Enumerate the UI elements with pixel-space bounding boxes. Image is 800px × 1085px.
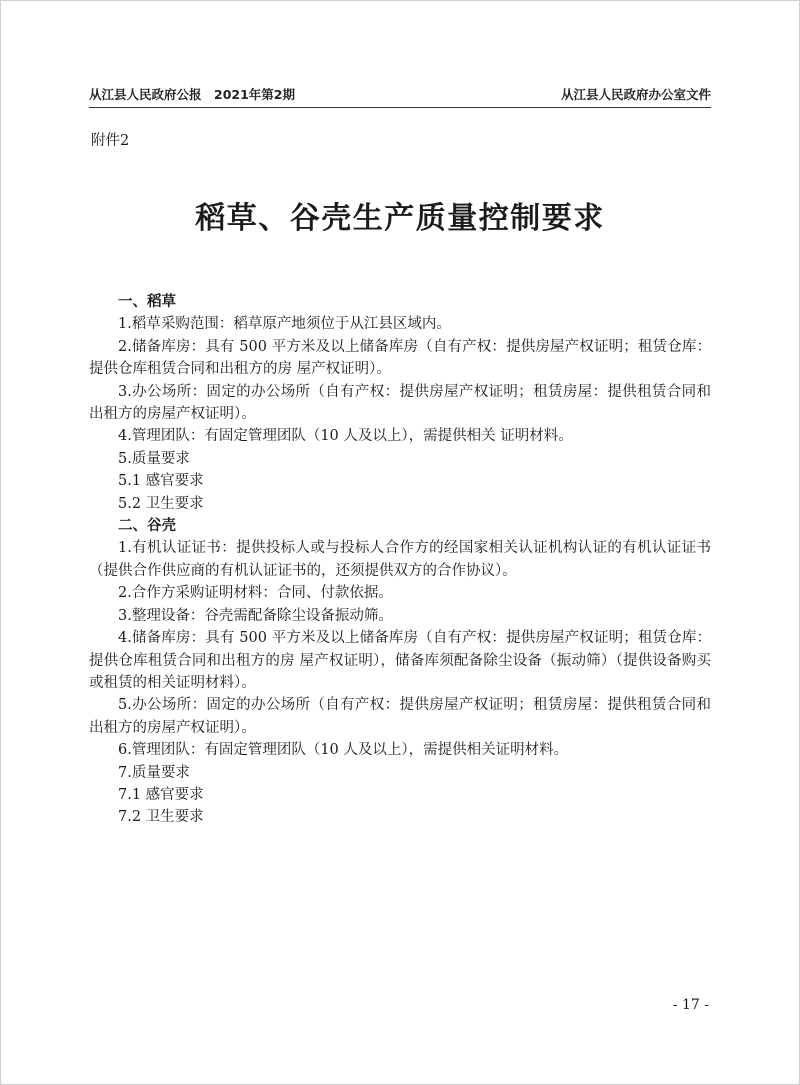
body-paragraph: 2.合作方采购证明材料：合同、付款依据。 <box>118 585 393 602</box>
body-paragraph: 4.管理团队：有固定管理团队（10 人及以上），需提供相关 证明材料。 <box>118 428 573 445</box>
body-paragraph: 7.1 感官要求 <box>118 786 204 803</box>
section-heading: 一、稻草 <box>118 294 176 310</box>
header-rule <box>89 107 711 108</box>
body-paragraph: 1.有机认证证书：提供投标人或与投标人合作方的经国家相关认证机构认证的有机认证证书（提供合作供应商的有机认证证书的，还须提供双方的合作协议）。 <box>89 540 711 579</box>
document-title: 稻草、谷壳生产质量控制要求 <box>195 201 605 236</box>
body-paragraph: 4.储备库房：具有 500 平方米及以上储备库房（自有产权：提供房屋产权证明；租赁仓库：提供仓库租赁合同和出租方的房 屋产权证明），储备库须配备除尘设备（振动筛）（提供设备购买或租赁的相关证明材料）。 <box>89 630 711 691</box>
body-paragraph: 2.储备库房：具有 500 平方米及以上储备库房（自有产权：提供房屋产权证明；租赁仓库：提供仓库租赁合同和出租方的房 屋产权证明）。 <box>89 338 711 378</box>
body-paragraph: 7.2 卫生要求 <box>118 809 204 826</box>
body-paragraph: 7.质量要求 <box>118 764 190 781</box>
body-paragraph: 3.办公场所：固定的办公场所（自有产权：提供房屋产权证明；租赁房屋：提供租赁合同和出租方的房屋产权证明）。 <box>89 383 711 423</box>
section-heading: 二、谷壳 <box>118 518 176 535</box>
body-paragraph: 6.管理团队：有固定管理团队（10 人及以上），需提供相关证明材料。 <box>118 742 569 759</box>
body-paragraph: 5.1 感官要求 <box>118 473 204 490</box>
body-paragraph: 3.整理设备：谷壳需配备除尘设备振动筛。 <box>118 607 393 624</box>
body-paragraph: 5.办公场所：固定的办公场所（自有产权：提供房屋产权证明；租赁房屋：提供租赁合同和出租方的房屋产权证明）。 <box>89 697 711 736</box>
header-publication: 从江县人民政府公报 2021年第2期 <box>89 87 295 102</box>
page-header <box>89 85 711 103</box>
page-number: - 17 - <box>672 997 709 1013</box>
body-paragraph: 5.2 卫生要求 <box>118 495 204 512</box>
body-paragraph: 5.质量要求 <box>118 450 190 467</box>
document-body <box>89 291 711 829</box>
annex-label: 附件2 <box>91 133 130 149</box>
header-issuer: 从江县人民政府办公室文件 <box>560 87 711 102</box>
body-paragraph: 1.稻草采购范围：稻草原产地须位于从江县区域内。 <box>118 316 451 333</box>
